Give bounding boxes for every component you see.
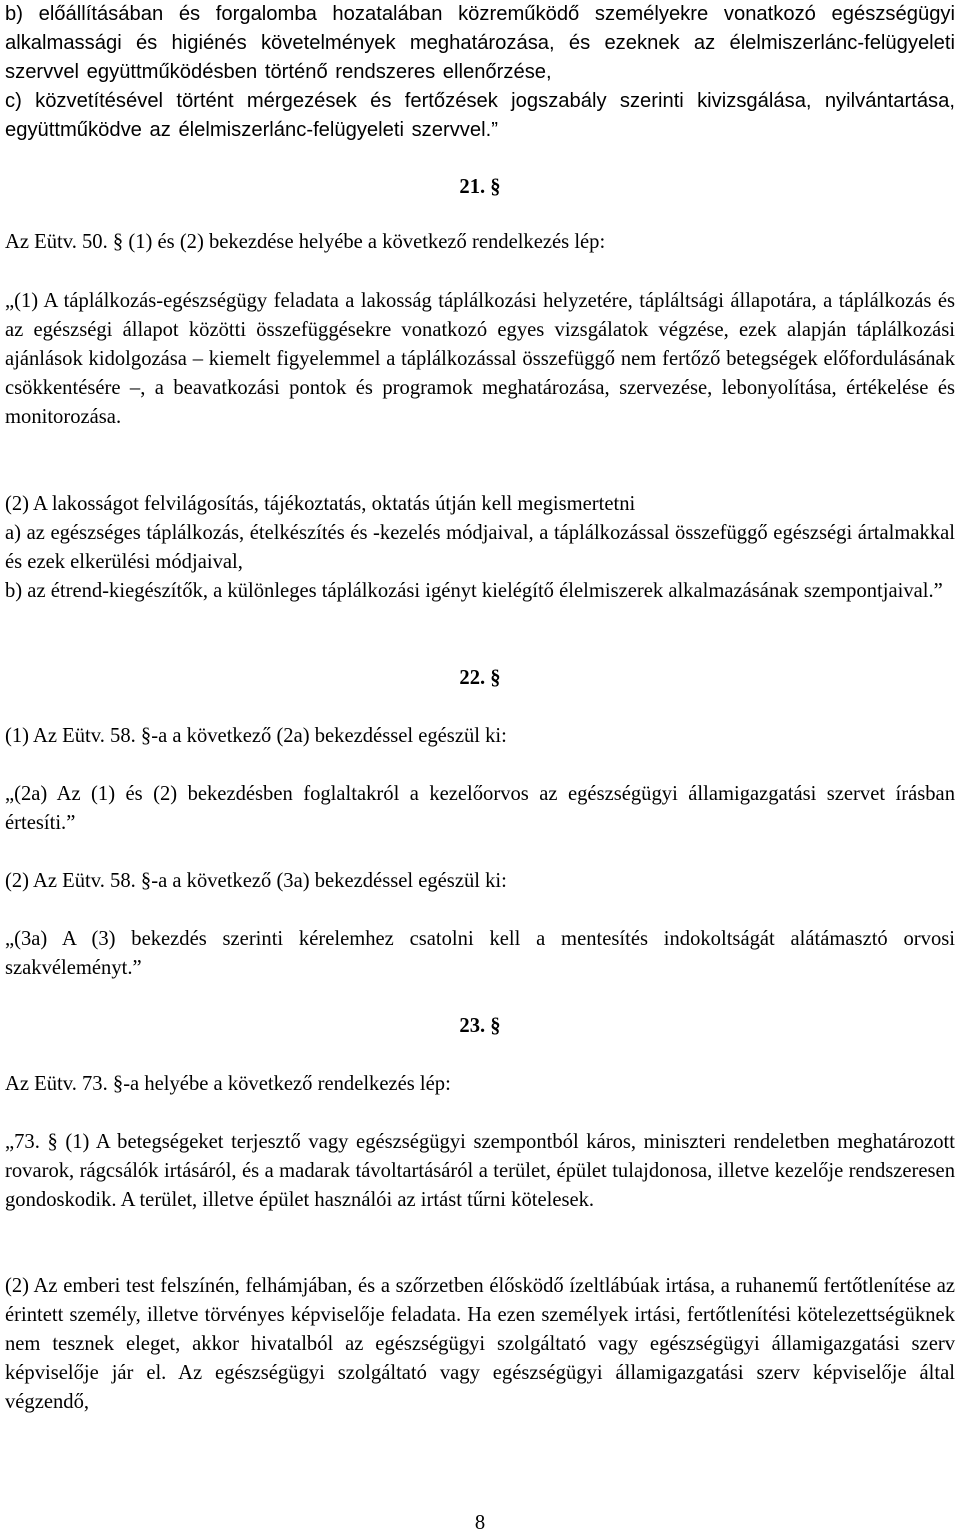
section-23-paragraph-1: „73. § (1) A betegségeket terjesztő vagy egészségügyi szempontból káros, miniszteri rendeletben meghatározott rovarok, rágcsálók irtásáról, és a madarak távoltartásáról a terület, épület tulajdonosa, illetve kezelője rendszeresen gondoskodik. A terület, illetve épület használói az irtást tűrni kötelesek. (5, 1131, 955, 1211)
page-number: 8 (474, 1512, 486, 1534)
section-21-item-b: b) az étrend-kiegészítők, a különleges táplálkozási igényt kielégítő élelmiszerek alkalmazásának szempontjaival.” (5, 580, 943, 602)
item-c-text: c) közvetítésével történt mérgezések és fertőzések jogszabály szerinti kivizsgálása, nyilvántartása, együttműködve az élelmiszerlánc-felügyeleti szervvel.” (5, 90, 955, 141)
section-22-quote-2: „(3a) A (3) bekezdés szerinti kérelemhez csatolni kell a mentesítés indokoltságát alátámasztó orvosi szakvéleményt.” (5, 928, 955, 979)
section-23-lead: Az Eütv. 73. §-a helyébe a következő rendelkezés lép: (5, 1073, 451, 1095)
section-22-quote-1: „(2a) Az (1) és (2) bekezdésben foglaltakról a kezelőorvos az egészségügyi államigazgatási szervet írásban értesíti.” (5, 783, 955, 834)
section-21-lead: Az Eütv. 50. § (1) és (2) bekezdése helyébe a következő rendelkezés lép: (5, 231, 606, 253)
section-heading-23: 23. § (459, 1015, 501, 1037)
section-21-item-a: a) az egészséges táplálkozás, ételkészítés és -kezelés módjaival, a táplálkozással összefüggő egészségi ártalmakkal és ezek elkerülési módjaival, (5, 522, 955, 573)
section-21-paragraph-1: „(1) A táplálkozás-egészségügy feladata a lakosság táplálkozási helyzetére, tápláltsági állapotára, a táplálkozás és az egészségi állapot közötti összefüggésekre vonatkozó egyes vizsgálatok végzése, ezek alapján táplálkozási ajánlások kidolgozása – kiemelt figyelemmel a táplálkozással összefüggő nem fertőző betegségek előfordulásának csökkentésére –, a beavatkozási pontok és programok meghatározása, szervezése, lebonyolítása, értékelése és monitorozása. (5, 290, 955, 428)
section-23-paragraph-2: (2) Az emberi test felszínén, felhámjában, és a szőrzetben élősködő ízeltlábúak irtása, a ruhanemű fertőtlenítése az érintett személy, illetve törvényes képviselője feladata. Ha ezen személyek irtási, fertőtlenítési kötelezettségüknek nem tesznek eleget, akkor hivatalból az egészségügyi szolgáltató vagy egészségügyi államigazgatási szerv képviselője jár el. Az egészségügyi szolgáltató vagy egészségügyi államigazgatási szerv képviselője által végzendő, (5, 1275, 955, 1413)
document-page (5, 0, 955, 1537)
item-b-text: b) előállításában és forgalomba hozatalában közreműködő személyekre vonatkozó egészségügyi alkalmassági és higiénés követelmények meghatározása, és ezeknek az élelmiszerlánc-felügyeleti szervvel együttműködésben történő rendszeres ellenőrzése, (5, 3, 955, 83)
section-21-paragraph-2-intro: (2) A lakosságot felvilágosítás, tájékoztatás, oktatás útján kell megismertetni (5, 493, 636, 515)
section-22-lead-2: (2) Az Eütv. 58. §-a a következő (3a) bekezdéssel egészül ki: (5, 870, 507, 892)
section-22-lead-1: (1) Az Eütv. 58. §-a a következő (2a) bekezdéssel egészül ki: (5, 725, 507, 747)
section-heading-22: 22. § (459, 667, 501, 689)
section-heading-21: 21. § (459, 176, 501, 198)
